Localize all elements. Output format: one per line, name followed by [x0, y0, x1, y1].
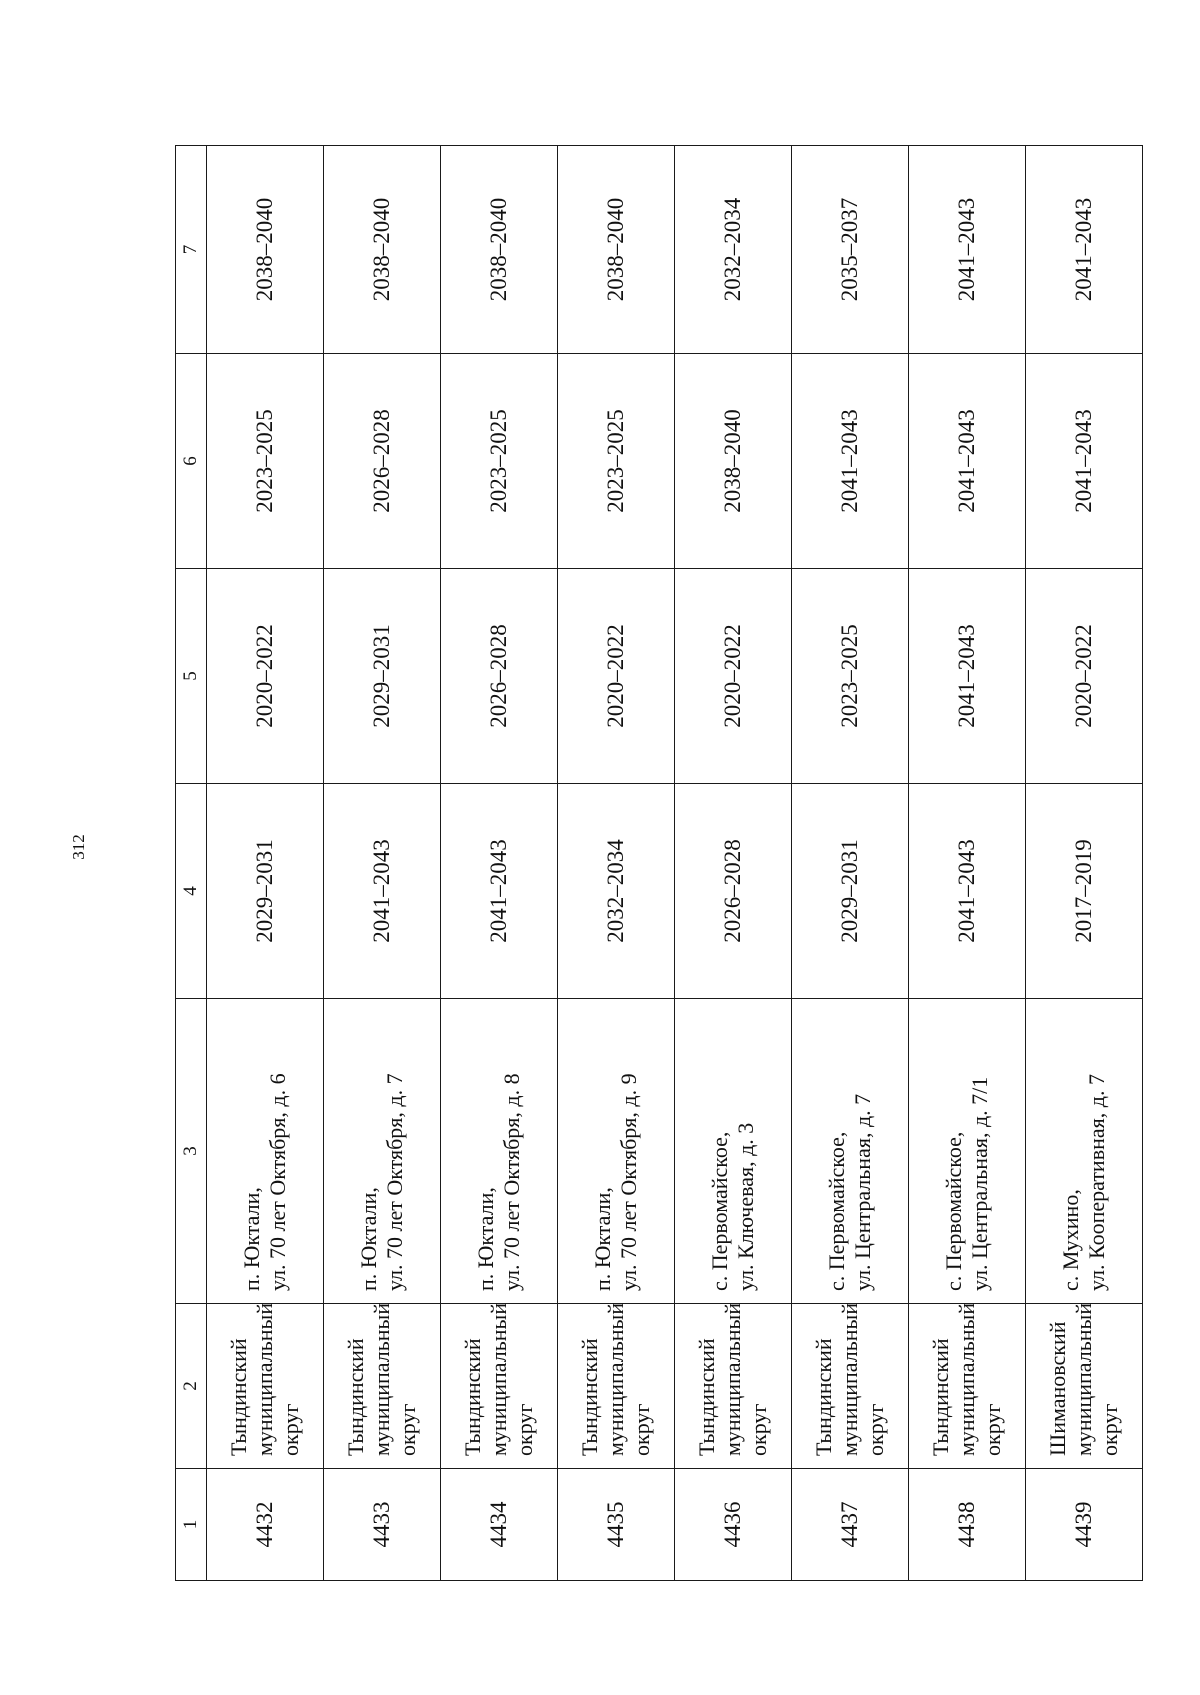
district-line: Тындинский [577, 1338, 603, 1456]
district-cell [558, 1304, 675, 1469]
address-line: с. Первомайское, [941, 1131, 967, 1291]
district-line: муниципальный [369, 1302, 395, 1456]
row-id: 4433 [324, 1469, 441, 1581]
table-row [675, 146, 792, 1581]
district-cell [792, 1304, 909, 1469]
period-col4: 2041–2043 [441, 784, 558, 999]
period-col5: 2020–2022 [207, 569, 324, 784]
period-col4: 2029–2031 [792, 784, 909, 999]
district-line: Тындинский [226, 1338, 252, 1456]
period-col7: 2038–2040 [207, 146, 324, 354]
column-number: 1 [176, 1469, 207, 1581]
address-line: ул. Центральная, д. 7 [850, 1093, 875, 1291]
district-line: Тындинский [928, 1338, 954, 1456]
period-col7: 2041–2043 [1026, 146, 1143, 354]
table-row [909, 146, 1026, 1581]
address-cell [324, 999, 441, 1304]
period-col6: 2041–2043 [792, 354, 909, 569]
schedule-table [175, 145, 1143, 1581]
period-col7: 2035–2037 [792, 146, 909, 354]
district-line: Тындинский [811, 1338, 837, 1456]
address-line: ул. Центральная, д. 7/1 [967, 1076, 992, 1291]
period-col7: 2041–2043 [909, 146, 1026, 354]
address-line: с. Первомайское, [824, 1131, 850, 1291]
period-col7: 2038–2040 [324, 146, 441, 354]
district-cell [207, 1304, 324, 1469]
district-line: Тындинский [460, 1338, 486, 1456]
district-line: муниципальный [720, 1302, 746, 1456]
district-cell [324, 1304, 441, 1469]
period-col7: 2038–2040 [558, 146, 675, 354]
column-number: 4 [176, 784, 207, 999]
address-line: п. Юктали, [590, 1187, 616, 1291]
period-col6: 2023–2025 [207, 354, 324, 569]
district-line: муниципальный [486, 1302, 512, 1456]
table-wrapper [175, 146, 1133, 1581]
period-col6: 2023–2025 [558, 354, 675, 569]
period-col5: 2041–2043 [909, 569, 1026, 784]
row-id: 4436 [675, 1469, 792, 1581]
address-cell [1026, 999, 1143, 1304]
period-col4: 2029–2031 [207, 784, 324, 999]
address-line: ул. Ключевая, д. 3 [733, 1122, 758, 1291]
district-line: округ [628, 1403, 654, 1456]
column-number: 7 [176, 146, 207, 354]
period-col7: 2038–2040 [441, 146, 558, 354]
district-line: Тындинский [694, 1338, 720, 1456]
period-col4: 2032–2034 [558, 784, 675, 999]
page-number: 312 [69, 834, 88, 860]
address-cell [558, 999, 675, 1304]
address-line: с. Мухино, [1058, 1189, 1084, 1291]
column-number: 3 [176, 999, 207, 1304]
address-cell [441, 999, 558, 1304]
district-line: округ [862, 1403, 888, 1456]
period-col5: 2020–2022 [1026, 569, 1143, 784]
period-col4: 2026–2028 [675, 784, 792, 999]
row-id: 4435 [558, 1469, 675, 1581]
column-number-row [176, 146, 207, 1581]
district-line: округ [1096, 1403, 1122, 1456]
address-cell [909, 999, 1026, 1304]
district-line: Тындинский [343, 1338, 369, 1456]
table-row [558, 146, 675, 1581]
period-col6: 2041–2043 [1026, 354, 1143, 569]
row-id: 4434 [441, 1469, 558, 1581]
district-line: муниципальный [1071, 1302, 1097, 1456]
period-col7: 2032–2034 [675, 146, 792, 354]
address-line: ул. Кооперативная, д. 7 [1084, 1074, 1109, 1291]
address-cell [675, 999, 792, 1304]
address-line: п. Юктали, [239, 1187, 265, 1291]
row-id: 4437 [792, 1469, 909, 1581]
address-line: ул. 70 лет Октября, д. 9 [616, 1073, 641, 1291]
district-line: муниципальный [954, 1302, 980, 1456]
table-row [792, 146, 909, 1581]
period-col4: 2017–2019 [1026, 784, 1143, 999]
address-line: ул. 70 лет Октября, д. 6 [265, 1073, 290, 1291]
column-number: 6 [176, 354, 207, 569]
column-number: 2 [176, 1304, 207, 1469]
period-col6: 2023–2025 [441, 354, 558, 569]
period-col4: 2041–2043 [909, 784, 1026, 999]
period-col5: 2020–2022 [558, 569, 675, 784]
district-line: округ [277, 1403, 303, 1456]
period-col6: 2026–2028 [324, 354, 441, 569]
address-line: с. Первомайское, [707, 1131, 733, 1291]
row-id: 4439 [1026, 1469, 1143, 1581]
district-line: муниципальный [252, 1302, 278, 1456]
row-id: 4432 [207, 1469, 324, 1581]
district-line: округ [745, 1403, 771, 1456]
district-line: округ [979, 1403, 1005, 1456]
period-col6: 2041–2043 [909, 354, 1026, 569]
district-line: округ [511, 1403, 537, 1456]
address-cell [792, 999, 909, 1304]
district-line: Шимановский [1045, 1321, 1071, 1456]
address-cell [207, 999, 324, 1304]
district-cell [441, 1304, 558, 1469]
period-col5: 2020–2022 [675, 569, 792, 784]
table-row [441, 146, 558, 1581]
address-line: ул. 70 лет Октября, д. 7 [382, 1073, 407, 1291]
district-cell [1026, 1304, 1143, 1469]
district-line: муниципальный [837, 1302, 863, 1456]
table-row [324, 146, 441, 1581]
district-cell [675, 1304, 792, 1469]
period-col4: 2041–2043 [324, 784, 441, 999]
address-line: п. Юктали, [473, 1187, 499, 1291]
period-col5: 2023–2025 [792, 569, 909, 784]
table-row [207, 146, 324, 1581]
column-number: 5 [176, 569, 207, 784]
period-col5: 2029–2031 [324, 569, 441, 784]
row-id: 4438 [909, 1469, 1026, 1581]
address-line: п. Юктали, [356, 1187, 382, 1291]
period-col5: 2026–2028 [441, 569, 558, 784]
address-line: ул. 70 лет Октября, д. 8 [499, 1073, 524, 1291]
period-col6: 2038–2040 [675, 354, 792, 569]
district-line: округ [394, 1403, 420, 1456]
table-row [1026, 146, 1143, 1581]
district-cell [909, 1304, 1026, 1469]
district-line: муниципальный [603, 1302, 629, 1456]
